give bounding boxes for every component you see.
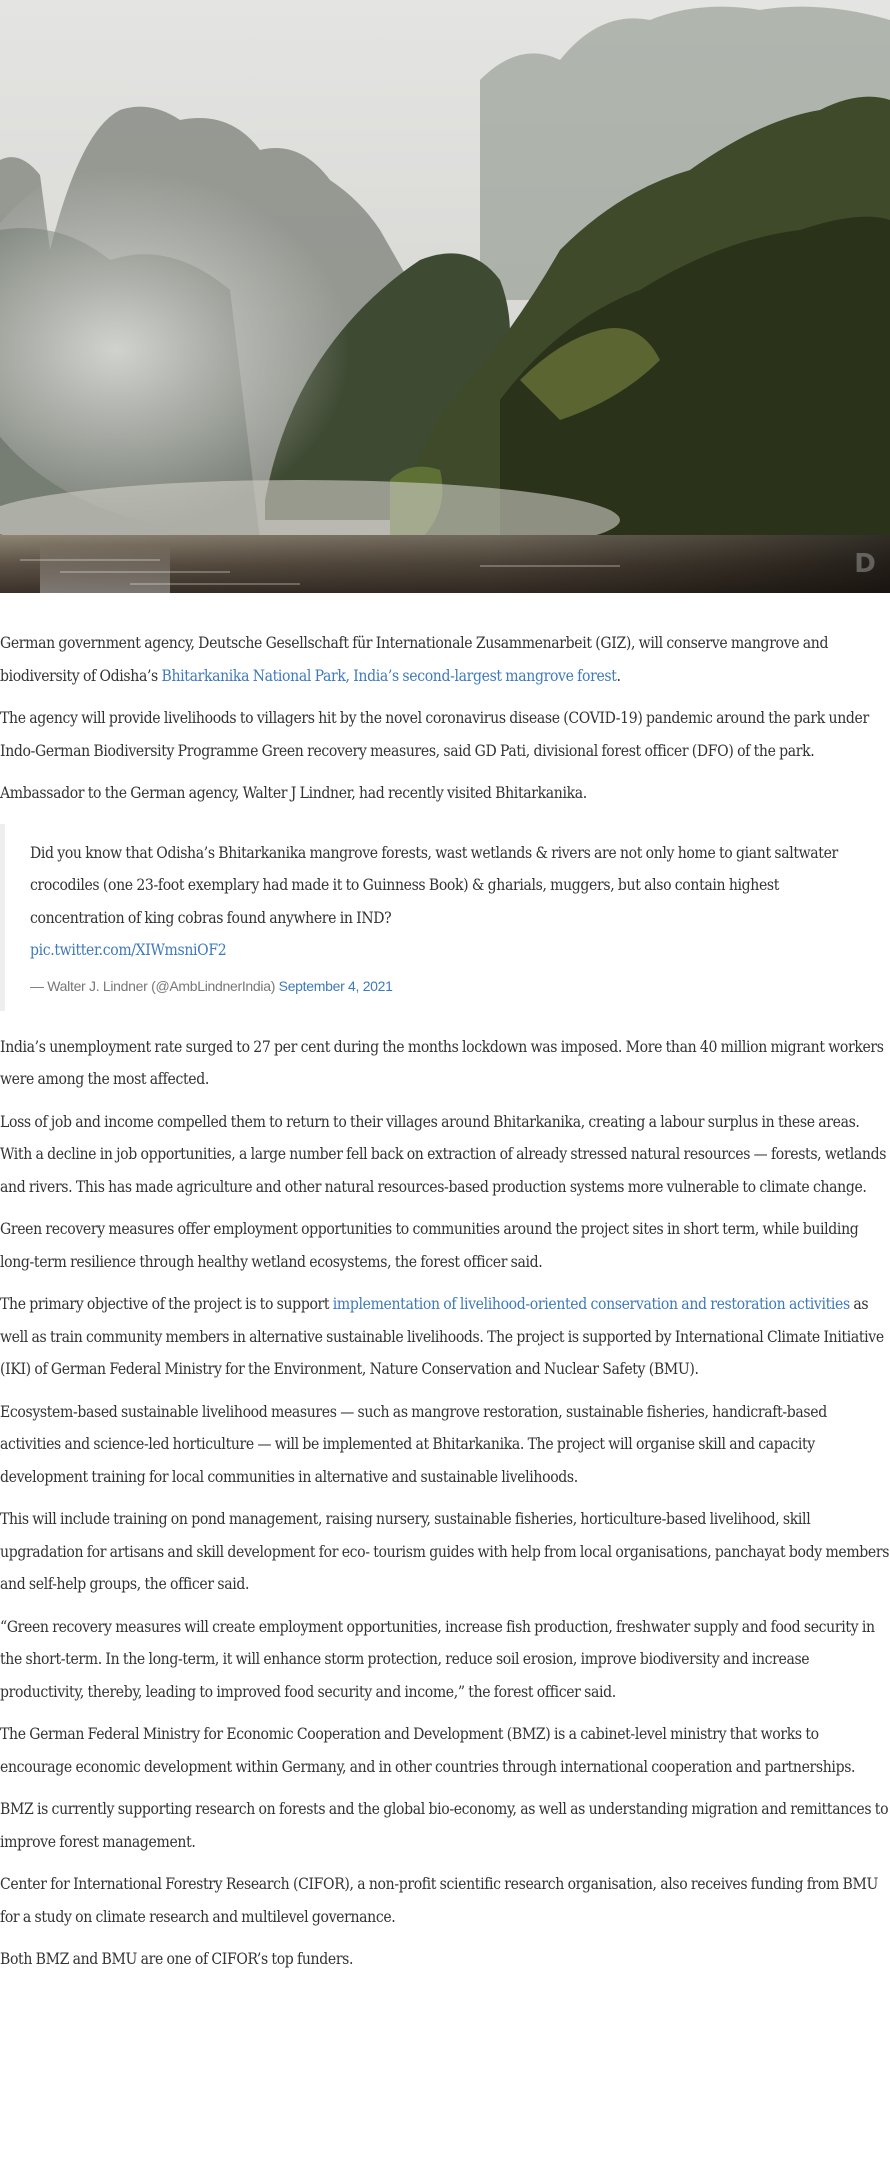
- paragraph-text: German government agency, Deutsche Gesellschaft für Internationale Zusammenarbeit (GIZ), will conserve mangrove and biodiversity of Odisha’s: [0, 634, 829, 685]
- paragraph-text: as well as train community members in alternative sustainable livelihoods. The project is supported by International Climate Initiative (IKI) of German Federal Ministry for the Environment, Nature Conservation and Nuclear Safety (BMU).: [0, 1295, 884, 1378]
- paragraph: This will include training on pond management, raising nursery, sustainable fisheries, horticulture-based livelihood, skill upgradation for artisans and skill development for eco- tourism guides with help from local organisations, panchayat body members and self-help groups, the officer said.: [0, 1510, 890, 1593]
- paragraph: Loss of job and income compelled them to return to their villages around Bhitarkanika, creating a labour surplus in these areas. With a decline in job opportunities, a large number fell back on extraction of already stressed natural resources — forests, wetlands and rivers. This has made agriculture and other natural resources-based production systems more vulnerable to climate change.: [0, 1112, 887, 1196]
- mangrove-river-photo: [0, 0, 890, 593]
- tweet-date-link[interactable]: September 4, 2021: [278, 977, 393, 994]
- photographer-watermark-icon: D: [854, 549, 876, 579]
- tweet-pic-link[interactable]: pic.twitter.com/XIWmsniOF2: [30, 941, 227, 959]
- embedded-tweet: [0, 824, 890, 1011]
- paragraph-text: The primary objective of the project is to support: [0, 1295, 333, 1313]
- tweet-text: Did you know that Odisha’s Bhitarkanika mangrove forests, wast wetlands & rivers are not only home to giant saltwater crocodiles (one 23-foot exemplary had made it to Guinness Book) & gharials, muggers, but also contain highest concentration of king cobras found anywhere in IND?: [30, 843, 838, 927]
- tweet-author: — Walter J. Lindner (@AmbLindnerIndia): [30, 977, 279, 994]
- article-body: [0, 627, 890, 1976]
- paragraph: India’s unemployment rate surged to 27 per cent during the months lockdown was imposed. More than 40 million migrant workers were among the most affected.: [0, 1037, 884, 1088]
- paragraph: [0, 627, 890, 692]
- paragraph: [0, 1288, 890, 1386]
- paragraph-text: .: [616, 666, 621, 685]
- paragraph: BMZ is currently supporting research on forests and the global bio-economy, as well as understanding migration and remittances to improve forest management.: [0, 1800, 889, 1851]
- paragraph: Ambassador to the German agency, Walter J Lindner, had recently visited Bhitarkanika.: [0, 784, 587, 802]
- paragraph: Both BMZ and BMU are one of CIFOR’s top funders.: [0, 1950, 354, 1968]
- livelihood-conservation-link[interactable]: implementation of livelihood-oriented conservation and restoration activities: [332, 1295, 850, 1313]
- bhitarkanika-link[interactable]: Bhitarkanika National Park, India’s second-largest mangrove forest: [161, 666, 617, 685]
- paragraph: Center for International Forestry Research (CIFOR), a non-profit scientific research organisation, also receives funding from BMU for a study on climate research and multilevel governance.: [0, 1875, 879, 1926]
- paragraph: Ecosystem-based sustainable livelihood measures — such as mangrove restoration, sustainable fisheries, handicraft-based activities and science-led horticulture — will be implemented at Bhitarkanika. The project will organise skill and capacity development training for local communities in alternative and sustainable livelihoods.: [0, 1402, 827, 1486]
- hero-image: [0, 0, 890, 593]
- paragraph: The agency will provide livelihoods to villagers hit by the novel coronavirus disease (COVID-19) pandemic around the park under Indo-German Biodiversity Programme Green recovery measures, said GD Pati, divisional forest officer (DFO) of the park.: [0, 709, 869, 760]
- paragraph: “Green recovery measures will create employment opportunities, increase fish production, freshwater supply and food security in the short-term. In the long-term, it will enhance storm protection, reduce soil erosion, improve biodiversity and increase productivity, thereby, leading to improved food security and income,” the forest officer said.: [0, 1617, 875, 1701]
- tweet-attribution: [30, 973, 860, 999]
- paragraph: The German Federal Ministry for Economic Cooperation and Development (BMZ) is a cabinet-level ministry that works to encourage economic development within Germany, and in other countries through international cooperation and partnerships.: [0, 1725, 856, 1776]
- paragraph: Green recovery measures offer employment opportunities to communities around the project sites in short term, while building long-term resilience through healthy wetland ecosystems, the forest officer said.: [0, 1220, 859, 1271]
- tweet-pic-line: [30, 934, 860, 967]
